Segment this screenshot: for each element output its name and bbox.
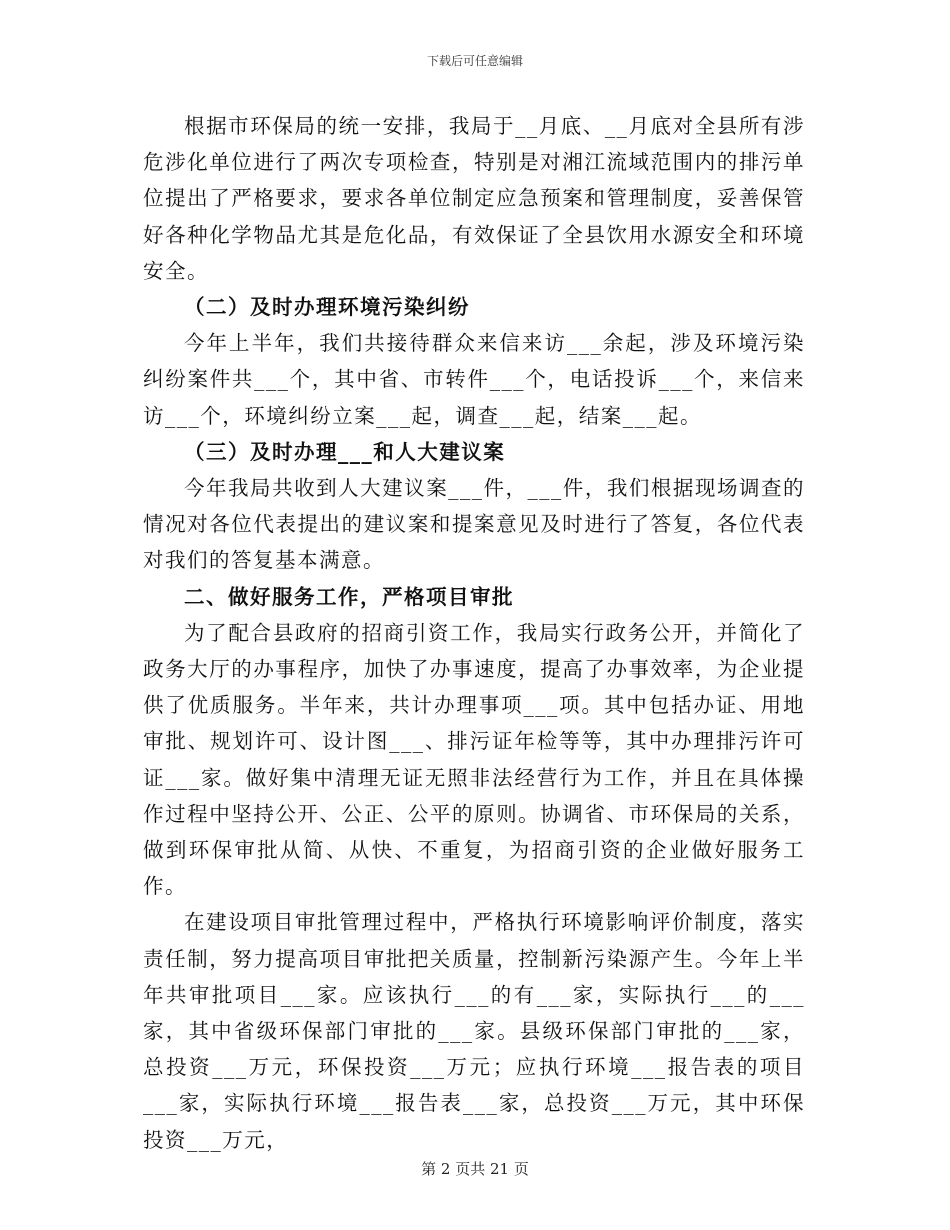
document-body: [143, 108, 805, 1158]
heading-proposals: （三）及时办理___和人大建议案: [184, 439, 506, 464]
page-footer: 第 2 页共 21 页: [421, 1160, 529, 1178]
paragraph-service: 为了配合县政府的招商引资工作，我局实行政务公开，并简化了政务大厅的办事程序，加快了办事速度，提高了办事效率，为企业提供了优质服务。半年来，共计办理事项___项。其中包括办证、用地审批、规划许可、设计图___、排污证年检等等，其中办理排污许可证___家。做好集中清理无证无照非法经营行为工作，并且在具体操作过程中坚持公开、公正、公平的原则。协调省、市环保局的关系，做到环保审批从简、从快、不重复，为招商引资的企业做好服务工作。: [143, 620, 805, 899]
page-header: 下载后可任意编辑: [426, 54, 523, 68]
paragraph-proposals: 今年我局共收到人大建议案___件，___件，我们根据现场调查的情况对各位代表提出的建议案和提案意见及时进行了答复，各位代表对我们的答复基本满意。: [143, 476, 805, 573]
heading-service-approval: 二、做好服务工作，严格项目审批: [184, 584, 514, 609]
heading-pollution-disputes: （二）及时办理环境污染纠纷: [184, 295, 470, 320]
paragraph-inspection: 根据市环保局的统一安排，我局于__月底、__月底对全县所有涉危涉化单位进行了两次专项检查，特别是对湘江流域范围内的排污单位提出了严格要求，要求各单位制定应急预案和管理制度，妥善保管好各种化学物品尤其是危化品，有效保证了全县饮用水源安全和环境安全。: [143, 114, 805, 283]
paragraph-approval: 在建设项目审批管理过程中，严格执行环境影响评价制度，落实责任制，努力提高项目审批把关质量，控制新污染源产生。今年上半年共审批项目___家。应该执行___的有___家，实际执行___的___家，其中省级环保部门审批的___家。县级环保部门审批的___家，总投资___万元，环保投资___万元；应执行环境___报告表的项目___家，实际执行环境___报告表___家，总投资___万元，其中环保投资___万元，: [143, 910, 805, 1152]
paragraph-disputes: 今年上半年，我们共接待群众来信来访___余起，涉及环境污染纠纷案件共___个，其中省、市转件___个，电话投诉___个，来信来访___个，环境纠纷立案___起，调查___起，结案___起。: [143, 331, 805, 428]
